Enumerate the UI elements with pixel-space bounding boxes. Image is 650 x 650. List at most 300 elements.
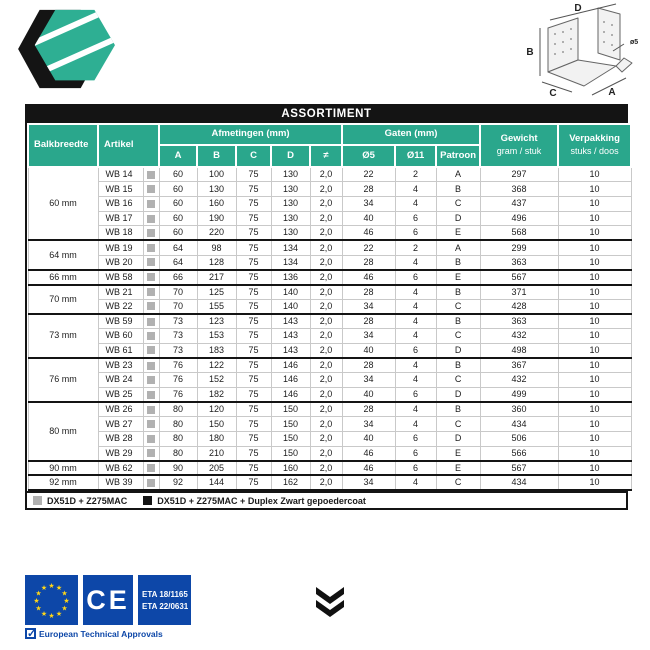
value-cell: 4 <box>395 255 436 270</box>
value-cell: 75 <box>236 211 271 226</box>
value-cell: 6 <box>395 270 436 285</box>
table-row <box>28 240 631 255</box>
value-cell: 28 <box>342 402 395 417</box>
value-cell: 10 <box>558 255 631 270</box>
material-swatch-icon <box>147 273 155 281</box>
value-cell: 2,0 <box>310 211 342 226</box>
balkbreedte-cell: 73 mm <box>28 314 98 358</box>
balkbreedte-cell: 60 mm <box>28 167 98 240</box>
value-cell: 150 <box>271 417 310 432</box>
balkbreedte-cell: 70 mm <box>28 285 98 314</box>
value-cell: E <box>436 446 480 461</box>
value-cell: 2,0 <box>310 417 342 432</box>
material-swatch-icon <box>147 406 155 414</box>
value-cell: 134 <box>271 255 310 270</box>
material-swatch-icon <box>147 258 155 266</box>
artikel-cell: WB 17 <box>98 211 143 226</box>
value-cell: 146 <box>271 373 310 388</box>
value-cell: 40 <box>342 343 395 358</box>
value-cell: 217 <box>197 270 236 285</box>
header-verpakking-sub: stuks / doos <box>570 146 619 157</box>
table-row <box>28 255 631 270</box>
ce-mark: CE <box>83 575 133 625</box>
value-cell: 73 <box>159 343 197 358</box>
value-cell: 2,0 <box>310 431 342 446</box>
value-cell: 4 <box>395 285 436 300</box>
balkbreedte-cell: 90 mm <box>28 461 98 476</box>
value-cell: 368 <box>480 182 558 197</box>
value-cell: 34 <box>342 196 395 211</box>
product-technical-drawing <box>520 2 646 102</box>
drawing-label-hole-diameter: ø5 <box>630 39 639 46</box>
artikel-cell: WB 19 <box>98 240 143 255</box>
table-row <box>28 167 631 182</box>
value-cell: 46 <box>342 446 395 461</box>
value-cell: 2,0 <box>310 461 342 476</box>
table-row <box>28 270 631 285</box>
value-cell: 2,0 <box>310 299 342 314</box>
value-cell: 371 <box>480 285 558 300</box>
value-cell: 28 <box>342 358 395 373</box>
swatch-cell <box>143 343 159 358</box>
value-cell: 73 <box>159 329 197 344</box>
header-gewicht-title: Gewicht <box>500 133 538 145</box>
value-cell: 70 <box>159 285 197 300</box>
artikel-cell: WB 14 <box>98 167 143 182</box>
value-cell: 150 <box>271 446 310 461</box>
value-cell: 70 <box>159 299 197 314</box>
svg-text:★: ★ <box>40 585 48 592</box>
sub-header-cell: A <box>159 145 197 167</box>
material-swatch-icon <box>147 362 155 370</box>
material-swatch-icon <box>147 171 155 179</box>
table-row <box>28 387 631 402</box>
value-cell: 4 <box>395 402 436 417</box>
value-cell: 10 <box>558 211 631 226</box>
value-cell: 210 <box>197 446 236 461</box>
table-row <box>28 475 631 490</box>
material-swatch-icon <box>147 244 155 252</box>
value-cell: C <box>436 329 480 344</box>
legend-label: DX51D + Z275MAC <box>47 495 128 506</box>
value-cell: 34 <box>342 417 395 432</box>
approvals-label: European Technical Approvals <box>39 628 163 639</box>
sub-header-cell: C <box>236 145 271 167</box>
value-cell: 144 <box>197 475 236 490</box>
value-cell: 6 <box>395 226 436 241</box>
value-cell: 10 <box>558 358 631 373</box>
value-cell: 2,0 <box>310 314 342 329</box>
table-row <box>28 431 631 446</box>
artikel-cell: WB 21 <box>98 285 143 300</box>
material-swatch-icon <box>147 449 155 457</box>
artikel-cell: WB 22 <box>98 299 143 314</box>
value-cell: 34 <box>342 475 395 490</box>
value-cell: 4 <box>395 358 436 373</box>
swatch-cell <box>143 358 159 373</box>
value-cell: 75 <box>236 358 271 373</box>
value-cell: 75 <box>236 196 271 211</box>
material-swatch-icon <box>147 420 155 428</box>
artikel-cell: WB 29 <box>98 446 143 461</box>
value-cell: A <box>436 167 480 182</box>
value-cell: 434 <box>480 417 558 432</box>
value-cell: 4 <box>395 196 436 211</box>
value-cell: A <box>436 240 480 255</box>
material-swatch-icon <box>147 346 155 354</box>
swatch-cell <box>143 417 159 432</box>
value-cell: 40 <box>342 387 395 402</box>
value-cell: B <box>436 285 480 300</box>
svg-text:★: ★ <box>55 585 63 592</box>
value-cell: 2,0 <box>310 402 342 417</box>
header-gaten: Gaten (mm) <box>342 124 480 145</box>
material-swatch-icon <box>147 464 155 472</box>
value-cell: D <box>436 387 480 402</box>
value-cell: 140 <box>271 285 310 300</box>
value-cell: 4 <box>395 417 436 432</box>
value-cell: 10 <box>558 461 631 476</box>
swatch-cell <box>143 431 159 446</box>
value-cell: 2,0 <box>310 343 342 358</box>
chevron-double-down-icon[interactable] <box>312 586 348 618</box>
value-cell: 140 <box>271 299 310 314</box>
value-cell: 75 <box>236 431 271 446</box>
value-cell: D <box>436 211 480 226</box>
value-cell: 205 <box>197 461 236 476</box>
value-cell: 6 <box>395 431 436 446</box>
assortiment-table-body <box>28 167 631 490</box>
value-cell: 22 <box>342 240 395 255</box>
value-cell: 6 <box>395 446 436 461</box>
value-cell: 136 <box>271 270 310 285</box>
assortment-table <box>25 104 628 510</box>
value-cell: 2 <box>395 240 436 255</box>
value-cell: 10 <box>558 475 631 490</box>
value-cell: 34 <box>342 299 395 314</box>
value-cell: 4 <box>395 299 436 314</box>
material-swatch-icon <box>147 376 155 384</box>
drawing-label-b: B <box>526 47 534 58</box>
swatch-cell <box>143 167 159 182</box>
artikel-cell: WB 60 <box>98 329 143 344</box>
value-cell: 190 <box>197 211 236 226</box>
material-swatch-icon <box>147 200 155 208</box>
value-cell: 40 <box>342 211 395 226</box>
sub-header-cell: Ø5 <box>342 145 395 167</box>
svg-text:★: ★ <box>33 598 40 605</box>
value-cell: E <box>436 270 480 285</box>
legend-label: DX51D + Z275MAC + Duplex Zwart gepoedercoat <box>157 495 366 506</box>
header-gewicht <box>480 124 558 167</box>
swatch-cell <box>143 446 159 461</box>
value-cell: 66 <box>159 270 197 285</box>
value-cell: 75 <box>236 329 271 344</box>
value-cell: 180 <box>197 431 236 446</box>
value-cell: 150 <box>271 431 310 446</box>
value-cell: 2,0 <box>310 285 342 300</box>
balkbreedte-cell: 66 mm <box>28 270 98 285</box>
value-cell: 143 <box>271 343 310 358</box>
eu-flag-icon <box>25 575 78 625</box>
value-cell: D <box>436 343 480 358</box>
value-cell: 155 <box>197 299 236 314</box>
svg-text:★: ★ <box>48 613 55 620</box>
sub-header-cell: Patroon <box>436 145 480 167</box>
drawing-right-flange <box>598 8 620 60</box>
artikel-cell: WB 26 <box>98 402 143 417</box>
value-cell: 75 <box>236 167 271 182</box>
value-cell: 80 <box>159 446 197 461</box>
eta-approvals-box <box>138 575 191 625</box>
balkbreedte-cell: 64 mm <box>28 240 98 269</box>
value-cell: 76 <box>159 373 197 388</box>
balkbreedte-cell: 92 mm <box>28 475 98 490</box>
value-cell: 2,0 <box>310 226 342 241</box>
value-cell: 10 <box>558 196 631 211</box>
svg-text:★: ★ <box>35 590 42 598</box>
svg-text:★: ★ <box>61 605 68 613</box>
value-cell: 6 <box>395 343 436 358</box>
artikel-cell: WB 27 <box>98 417 143 432</box>
eta-number-2: ETA 22/0631 <box>142 601 189 611</box>
legend-item <box>33 496 127 506</box>
table-row <box>28 329 631 344</box>
value-cell: 75 <box>236 240 271 255</box>
table-row <box>28 343 631 358</box>
value-cell: B <box>436 402 480 417</box>
artikel-cell: WB 61 <box>98 343 143 358</box>
table-row <box>28 314 631 329</box>
value-cell: E <box>436 461 480 476</box>
swatch-cell <box>143 402 159 417</box>
value-cell: 363 <box>480 314 558 329</box>
value-cell: 10 <box>558 270 631 285</box>
legend-swatch-icon <box>33 496 42 505</box>
sub-header-cell: ≠ <box>310 145 342 167</box>
value-cell: 28 <box>342 314 395 329</box>
value-cell: 2,0 <box>310 387 342 402</box>
balkbreedte-cell: 76 mm <box>28 358 98 402</box>
swatch-cell <box>143 182 159 197</box>
value-cell: 75 <box>236 226 271 241</box>
value-cell: 183 <box>197 343 236 358</box>
value-cell: 568 <box>480 226 558 241</box>
value-cell: 10 <box>558 240 631 255</box>
value-cell: 60 <box>159 182 197 197</box>
value-cell: 2,0 <box>310 167 342 182</box>
value-cell: 506 <box>480 431 558 446</box>
value-cell: 75 <box>236 475 271 490</box>
assortment-grid <box>27 123 632 491</box>
material-swatch-icon <box>147 479 155 487</box>
value-cell: 2,0 <box>310 196 342 211</box>
value-cell: 10 <box>558 285 631 300</box>
swatch-cell <box>143 196 159 211</box>
value-cell: 2,0 <box>310 240 342 255</box>
value-cell: 80 <box>159 417 197 432</box>
value-cell: 2 <box>395 167 436 182</box>
swatch-cell <box>143 461 159 476</box>
value-cell: 125 <box>197 285 236 300</box>
value-cell: 496 <box>480 211 558 226</box>
value-cell: 75 <box>236 373 271 388</box>
value-cell: 10 <box>558 343 631 358</box>
value-cell: 75 <box>236 299 271 314</box>
value-cell: C <box>436 417 480 432</box>
legend-swatch-icon <box>143 496 152 505</box>
value-cell: 46 <box>342 461 395 476</box>
value-cell: 75 <box>236 446 271 461</box>
value-cell: 4 <box>395 475 436 490</box>
value-cell: 2,0 <box>310 358 342 373</box>
swatch-cell <box>143 211 159 226</box>
value-cell: 146 <box>271 387 310 402</box>
value-cell: 4 <box>395 314 436 329</box>
value-cell: 73 <box>159 314 197 329</box>
swatch-cell <box>143 299 159 314</box>
value-cell: 10 <box>558 314 631 329</box>
value-cell: 75 <box>236 402 271 417</box>
value-cell: 498 <box>480 343 558 358</box>
value-cell: B <box>436 358 480 373</box>
european-technical-approvals <box>25 628 163 639</box>
material-swatch-icon <box>147 302 155 310</box>
artikel-cell: WB 15 <box>98 182 143 197</box>
value-cell: 64 <box>159 255 197 270</box>
value-cell: 2,0 <box>310 373 342 388</box>
value-cell: 134 <box>271 240 310 255</box>
table-row <box>28 461 631 476</box>
swatch-cell <box>143 285 159 300</box>
value-cell: 6 <box>395 387 436 402</box>
value-cell: 75 <box>236 270 271 285</box>
value-cell: 34 <box>342 329 395 344</box>
drawing-right-wing <box>616 58 632 72</box>
artikel-cell: WB 16 <box>98 196 143 211</box>
value-cell: 4 <box>395 182 436 197</box>
value-cell: 60 <box>159 167 197 182</box>
value-cell: 75 <box>236 387 271 402</box>
material-swatch-icon <box>147 229 155 237</box>
value-cell: C <box>436 475 480 490</box>
value-cell: 46 <box>342 226 395 241</box>
value-cell: 150 <box>271 402 310 417</box>
swatch-cell <box>143 270 159 285</box>
value-cell: 60 <box>159 196 197 211</box>
value-cell: 80 <box>159 431 197 446</box>
value-cell: 75 <box>236 285 271 300</box>
value-cell: 10 <box>558 431 631 446</box>
check-icon: ✓ <box>27 628 37 640</box>
material-swatch-icon <box>147 185 155 193</box>
value-cell: 123 <box>197 314 236 329</box>
value-cell: C <box>436 196 480 211</box>
value-cell: 160 <box>197 196 236 211</box>
artikel-cell: WB 23 <box>98 358 143 373</box>
swatch-cell <box>143 240 159 255</box>
header-artikel: Artikel <box>98 124 159 167</box>
header-verpakking <box>558 124 631 167</box>
value-cell: 76 <box>159 358 197 373</box>
artikel-cell: WB 28 <box>98 431 143 446</box>
material-swatch-icon <box>147 318 155 326</box>
table-row <box>28 299 631 314</box>
table-row <box>28 373 631 388</box>
header-afmetingen: Afmetingen (mm) <box>159 124 342 145</box>
value-cell: 4 <box>395 373 436 388</box>
value-cell: 182 <box>197 387 236 402</box>
artikel-cell: WB 18 <box>98 226 143 241</box>
value-cell: 150 <box>197 417 236 432</box>
value-cell: 130 <box>271 182 310 197</box>
table-row <box>28 226 631 241</box>
value-cell: 2,0 <box>310 270 342 285</box>
sub-header-cell: Ø11 <box>395 145 436 167</box>
table-row <box>28 182 631 197</box>
value-cell: B <box>436 314 480 329</box>
swatch-cell <box>143 475 159 490</box>
value-cell: 299 <box>480 240 558 255</box>
drawing-label-a: A <box>608 87 616 98</box>
value-cell: 75 <box>236 182 271 197</box>
value-cell: 130 <box>271 211 310 226</box>
value-cell: 28 <box>342 285 395 300</box>
table-row <box>28 446 631 461</box>
value-cell: 160 <box>271 461 310 476</box>
value-cell: B <box>436 255 480 270</box>
value-cell: 10 <box>558 329 631 344</box>
value-cell: C <box>436 373 480 388</box>
value-cell: 428 <box>480 299 558 314</box>
value-cell: 10 <box>558 446 631 461</box>
value-cell: 10 <box>558 417 631 432</box>
value-cell: 40 <box>342 431 395 446</box>
header-balkbreedte: Balkbreedte <box>28 124 98 167</box>
value-cell: 76 <box>159 387 197 402</box>
value-cell: 75 <box>236 461 271 476</box>
svg-text:★: ★ <box>55 611 63 618</box>
value-cell: 143 <box>271 329 310 344</box>
value-cell: 98 <box>197 240 236 255</box>
value-cell: 75 <box>236 255 271 270</box>
value-cell: 130 <box>271 167 310 182</box>
value-cell: 130 <box>271 226 310 241</box>
drawing-label-c: C <box>549 88 557 99</box>
svg-text:★: ★ <box>63 598 70 605</box>
value-cell: 60 <box>159 211 197 226</box>
value-cell: 10 <box>558 182 631 197</box>
value-cell: 367 <box>480 358 558 373</box>
value-cell: 432 <box>480 373 558 388</box>
value-cell: 128 <box>197 255 236 270</box>
value-cell: 10 <box>558 402 631 417</box>
artikel-cell: WB 59 <box>98 314 143 329</box>
value-cell: 499 <box>480 387 558 402</box>
sub-header-cell: B <box>197 145 236 167</box>
value-cell: 122 <box>197 358 236 373</box>
balkbreedte-cell: 80 mm <box>28 402 98 461</box>
value-cell: 64 <box>159 240 197 255</box>
value-cell: B <box>436 182 480 197</box>
table-row <box>28 196 631 211</box>
header-gewicht-sub: gram / stuk <box>496 146 542 157</box>
value-cell: 28 <box>342 182 395 197</box>
value-cell: 6 <box>395 461 436 476</box>
value-cell: 2,0 <box>310 255 342 270</box>
artikel-cell: WB 25 <box>98 387 143 402</box>
value-cell: 2,0 <box>310 182 342 197</box>
